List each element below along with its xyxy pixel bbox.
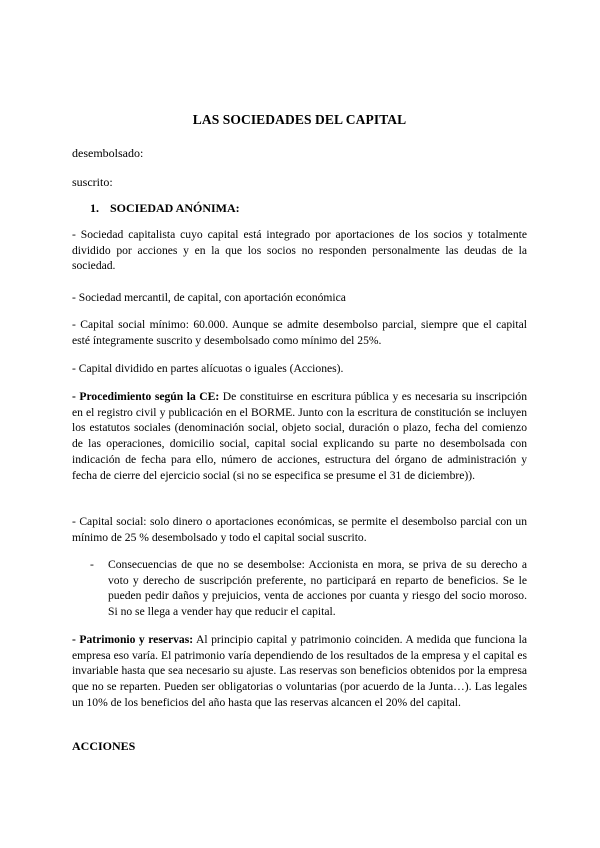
procedimiento-text: De constituirse en escritura pública y es necesaria su inscripción en el registro civil y publicación en el BORME. Junto con la escritura de constitución se incluyen los estatutos sociales (denominación social, objeto social, duración o plazo, fecha del comienzo de las operaciones, domicilio social, capital social explicando su parte no desembolsada con indicación de fecha para ello, número de acciones, estructura del órgano de administración y fecha de cierre del ejercicio social (si no se especifica se presume el 31 de diciembre)). bbox=[72, 390, 527, 482]
paragraph-patrimonio bbox=[72, 632, 527, 711]
section-title: SOCIEDAD ANÓNIMA: bbox=[110, 201, 240, 215]
paragraph-capital-social: - Capital social: solo dinero o aportaciones económicas, se permite el desembolso parcial con un mínimo de 25 % desembolsado y todo el capital social suscrito. bbox=[72, 515, 527, 544]
section-heading-sociedad-anonima bbox=[90, 201, 240, 216]
paragraph-capital-dividido: - Capital dividido en partes alícuotas o iguales (Acciones). bbox=[72, 362, 344, 375]
paragraph-definition: - Sociedad capitalista cuyo capital está integrado por aportaciones de los socios y totalmente dividido por acciones y en la que los socios no responden personalmente las deudas de la sociedad. bbox=[72, 228, 527, 273]
document-title: LAS SOCIEDADES DEL CAPITAL bbox=[192, 112, 407, 127]
heading-acciones: ACCIONES bbox=[72, 739, 136, 753]
procedimiento-label: - Procedimiento según la CE: bbox=[72, 390, 220, 403]
bullet-dash: - bbox=[90, 558, 94, 571]
patrimonio-label: - Patrimonio y reservas: bbox=[72, 633, 194, 646]
paragraph-mercantil: - Sociedad mercantil, de capital, con aportación económica bbox=[72, 291, 346, 304]
bullet-text: Consecuencias de que no se desembolse: Accionista en mora, se priva de su derecho a voto y derecho de suscripción preferente, no participará en reparto de beneficios. Se le pueden pedir daños y prejuicios, venta de acciones por cuanta y riesgo del socio moroso. Si no se llega a vender hay que reducir el capital. bbox=[108, 558, 527, 619]
section-number: 1. bbox=[90, 201, 99, 215]
patrimonio-text: Al principio capital y patrimonio coinciden. A medida que funciona la empresa eso varía. El patrimonio varía dependiendo de los resultados de la empresa y el capital es invariable hasta que sea necesario su ajuste. Las reservas son beneficios obtenidos por la empresa que no se reparten. Pueden ser obligatorias o voluntarias (por acuerdo de la Junta…). Las legales un 10% de los beneficios del año hasta que las reservas alcancen el 20% del capital. bbox=[72, 633, 527, 709]
bullet-consecuencias bbox=[90, 557, 527, 620]
label-desembolsado: desembolsado: bbox=[72, 146, 144, 160]
label-suscrito: suscrito: bbox=[72, 175, 113, 189]
paragraph-capital-minimo: - Capital social mínimo: 60.000. Aunque se admite desembolso parcial, siempre que el capital esté íntegramente suscrito y desembolsado como mínimo del 25%. bbox=[72, 318, 527, 347]
paragraph-procedimiento bbox=[72, 389, 527, 483]
